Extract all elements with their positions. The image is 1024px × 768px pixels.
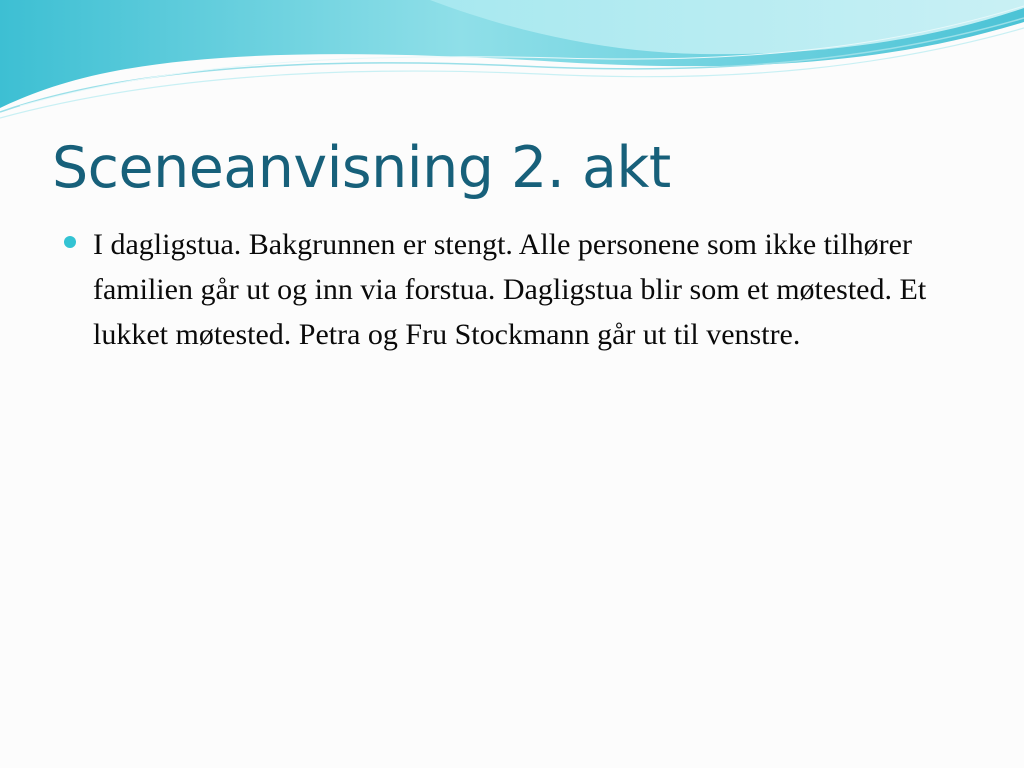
- bullet-text: I dagligstua. Bakgrunnen er stengt. Alle personene som ikke tilhører familien går ut og inn via forstua. Dagligstua blir som et møtested. Et lukket møtested. Petra og Fru Stockmann går ut til venstre.: [93, 228, 927, 351]
- bullet-dot-icon: [64, 236, 76, 248]
- bullet-list: [64, 222, 944, 357]
- bullet-item: [64, 222, 944, 357]
- slide-title: Sceneanvisning 2. akt: [52, 135, 671, 201]
- wave-header-decoration: [0, 0, 1024, 130]
